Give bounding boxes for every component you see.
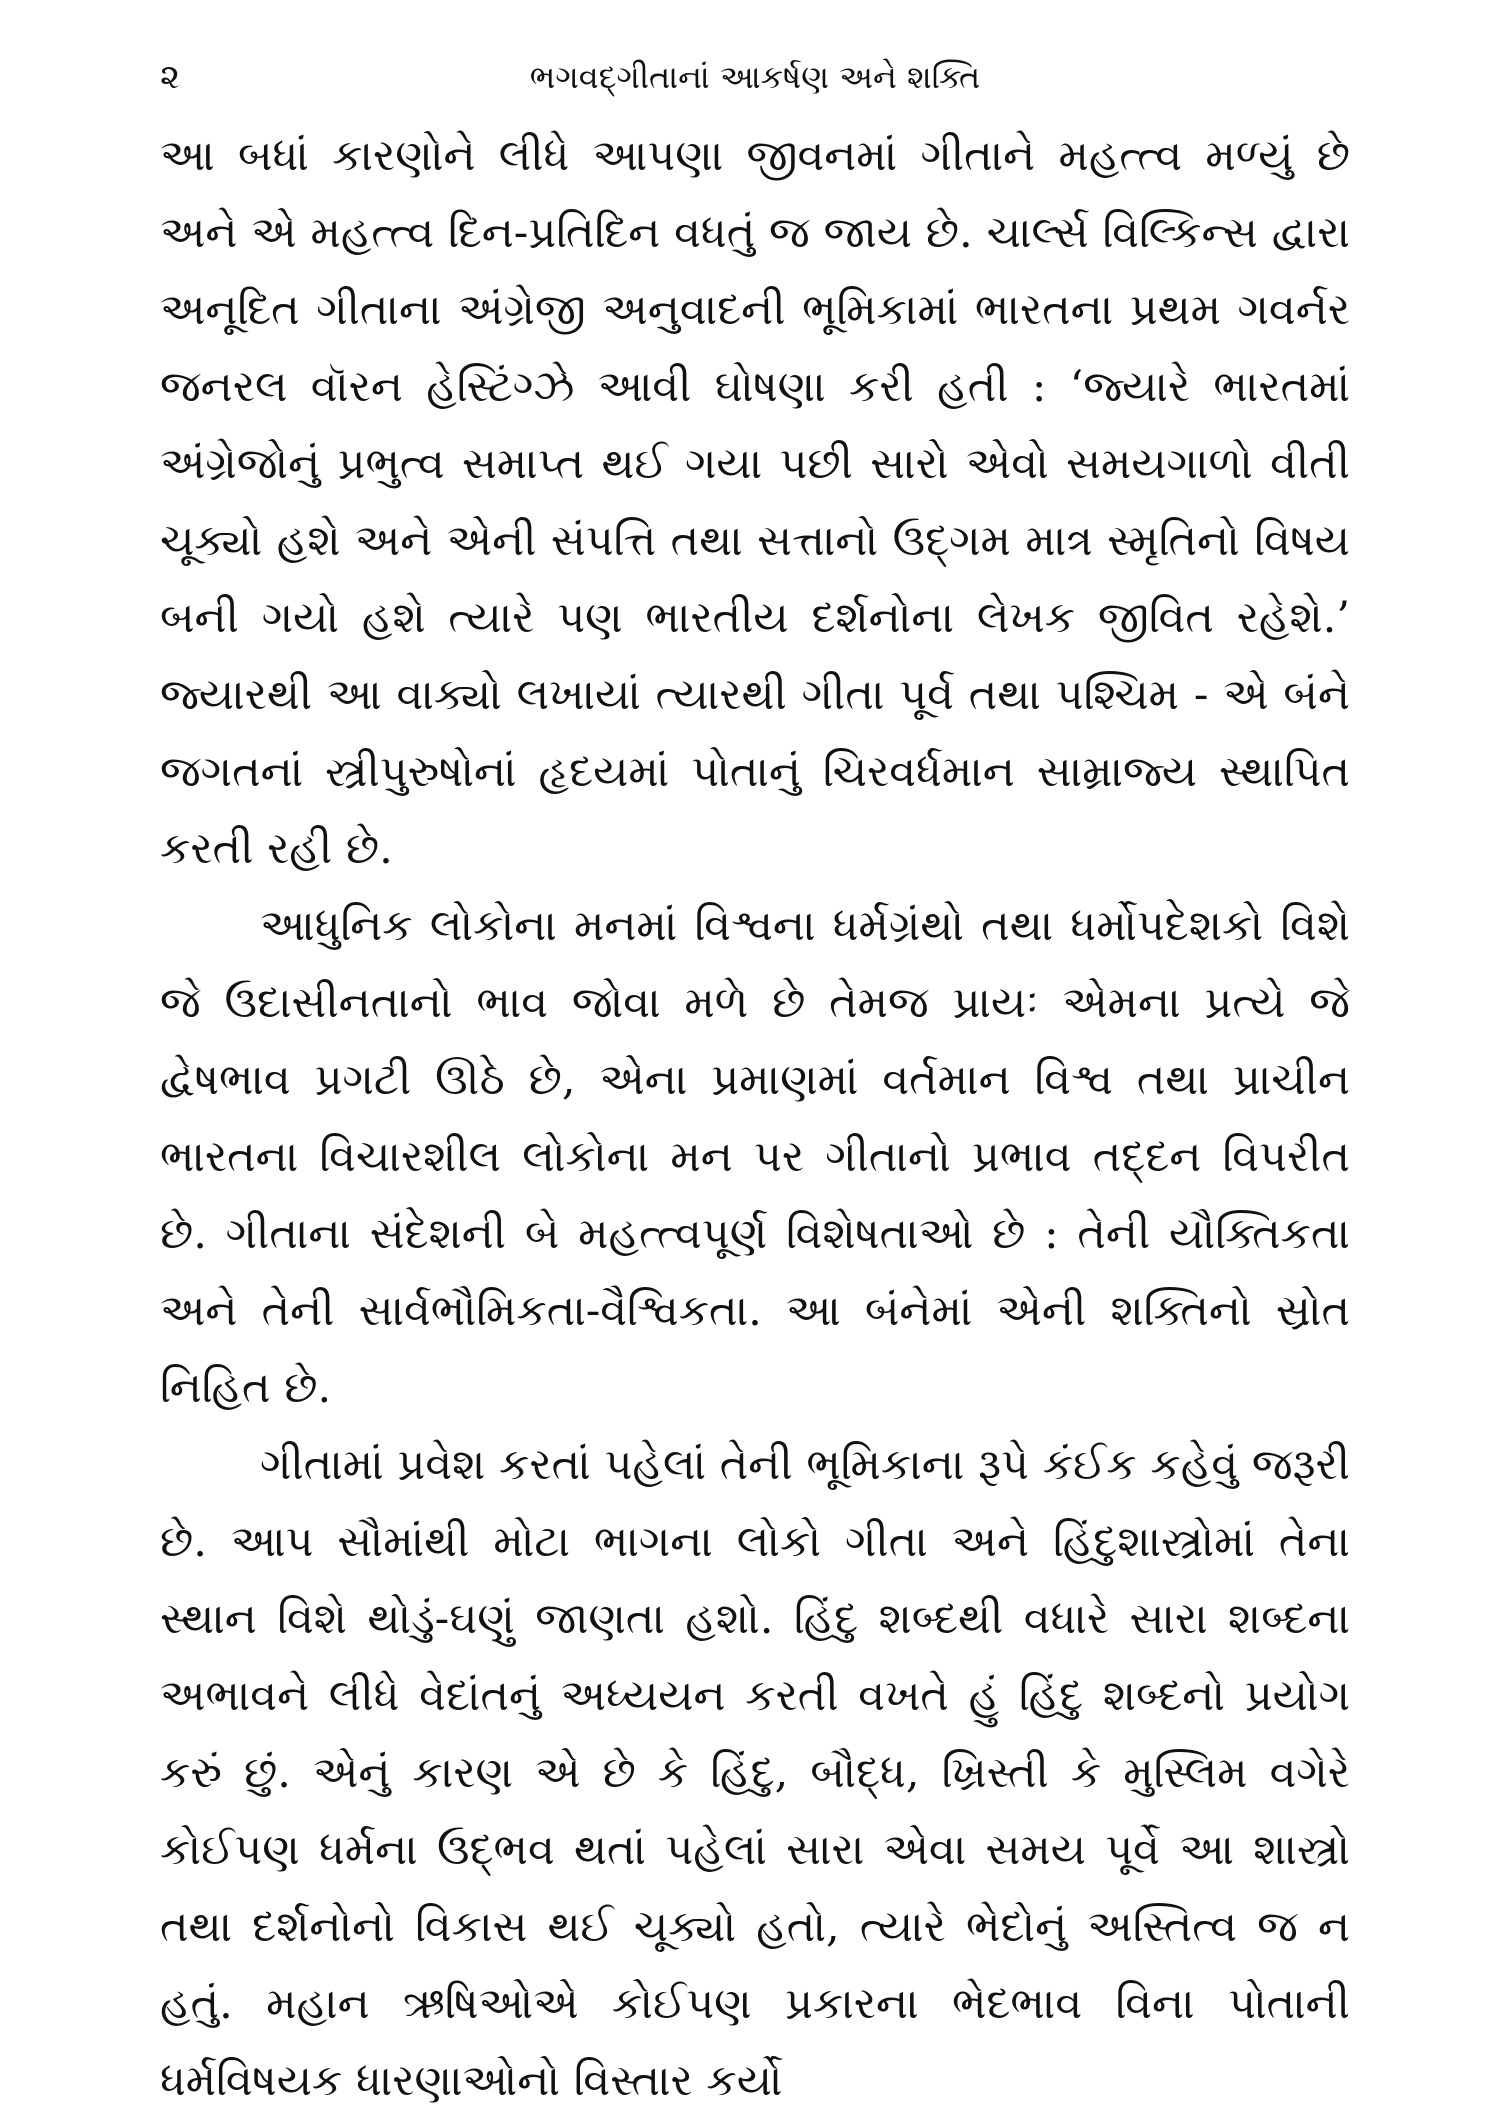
page-number: ૨ (160, 57, 180, 97)
running-head (160, 52, 1350, 102)
body-text (160, 118, 1350, 2120)
paragraph-2: આધુનિક લોકોના મનમાં વિશ્વના ધર્મગ્રંથો તથા ધર્મોપદેશકો વિશે જે ઉદાસીનતાનો ભાવ જોવા મળે છે તેમજ પ્રાયઃ એમના પ્રત્યે જે દ્વેષભાવ પ્રગટી ઊઠે છે, એના પ્રમાણમાં વર્તમાન વિશ્વ તથા પ્રાચીન ભારતના વિચારશીલ લોકોના મન પર ગીતાનો પ્રભાવ તદ્દન વિપરીત છે. ગીતાના સંદેશની બે મહત્ત્વપૂર્ણ વિશેષતાઓ છે : તેની યૌક્તિકતા અને તેની સાર્વભૌમિકતા-વૈશ્વિકતા. આ બંનેમાં એની શક્તિનો સ્રોત નિહિત છે. (160, 901, 1350, 1413)
paragraph-3: ગીતામાં પ્રવેશ કરતાં પહેલાં તેની ભૂમિકાના રૂપે કંઈક કહેવું જરૂરી છે. આપ સૌમાંથી મોટા ભાગના લોકો ગીતા અને હિંદુશાસ્ત્રોમાં તેના સ્થાન વિશે થોડું-ઘણું જાણતા હશો. હિંદુ શબ્દથી વધારે સારા શબ્દના અભાવને લીધે વેદાંતનું અધ્યયન કરતી વખતે હું હિંદુ શબ્દનો પ્રયોગ કરું છું. એનું કારણ એ છે કે હિંદુ, બૌદ્ધ, ખ્રિસ્તી કે મુસ્લિમ વગેરે કોઈપણ ધર્મના ઉદ્ભવ થતાં પહેલાં સારા એવા સમય પૂર્વે આ શાસ્ત્રો તથા દર્શનોનો વિકાસ થઈ ચૂક્યો હતો, ત્યારે ભેદોનું અસ્તિત્વ જ ન હતું. મહાન ઋષિઓએ કોઈપણ પ્રકારના ભેદભાવ વિના પોતાની ધર્મવિષયક ધારણાઓનો વિસ્તાર કર્યો (160, 1440, 1350, 2106)
running-head-title: ભગવદ્ગીતાનાં આકર્ષણ અને શક્તિ (529, 58, 981, 96)
paragraph-1: આ બધાં કારણોને લીધે આપણા જીવનમાં ગીતાને મહત્ત્વ મળ્યું છે અને એ મહત્ત્વ દિન-પ્રતિદિન વધતું જ જાય છે. ચાર્લ્સ વિલ્કિન્સ દ્વારા અનૂદિત ગીતાના અંગ્રેજી અનુવાદની ભૂમિકામાં ભારતના પ્રથમ ગવર્નર જનરલ વૉરન હેસ્ટિંગ્ઝે આવી ઘોષણા કરી હતી : ‘જ્યારે ભારતમાં અંગ્રેજોનું પ્રભુત્વ સમાપ્ત થઈ ગયા પછી સારો એવો સમયગાળો વીતી ચૂક્યો હશે અને એની સંપત્તિ તથા સત્તાનો ઉદ્ગમ માત્ર સ્મૃતિનો વિષય બની ગયો હશે ત્યારે પણ ભારતીય દર્શનોના લેખક જીવિત રહેશે.’ જ્યારથી આ વાક્યો લખાયાં ત્યારથી ગીતા પૂર્વ તથા પશ્ચિમ - એ બંને જગતનાં સ્ત્રીપુરુષોનાં હૃદયમાં પોતાનું ચિરવર્ધમાન સામ્રાજ્ય સ્થાપિત કરતી રહી છે. (160, 131, 1350, 874)
